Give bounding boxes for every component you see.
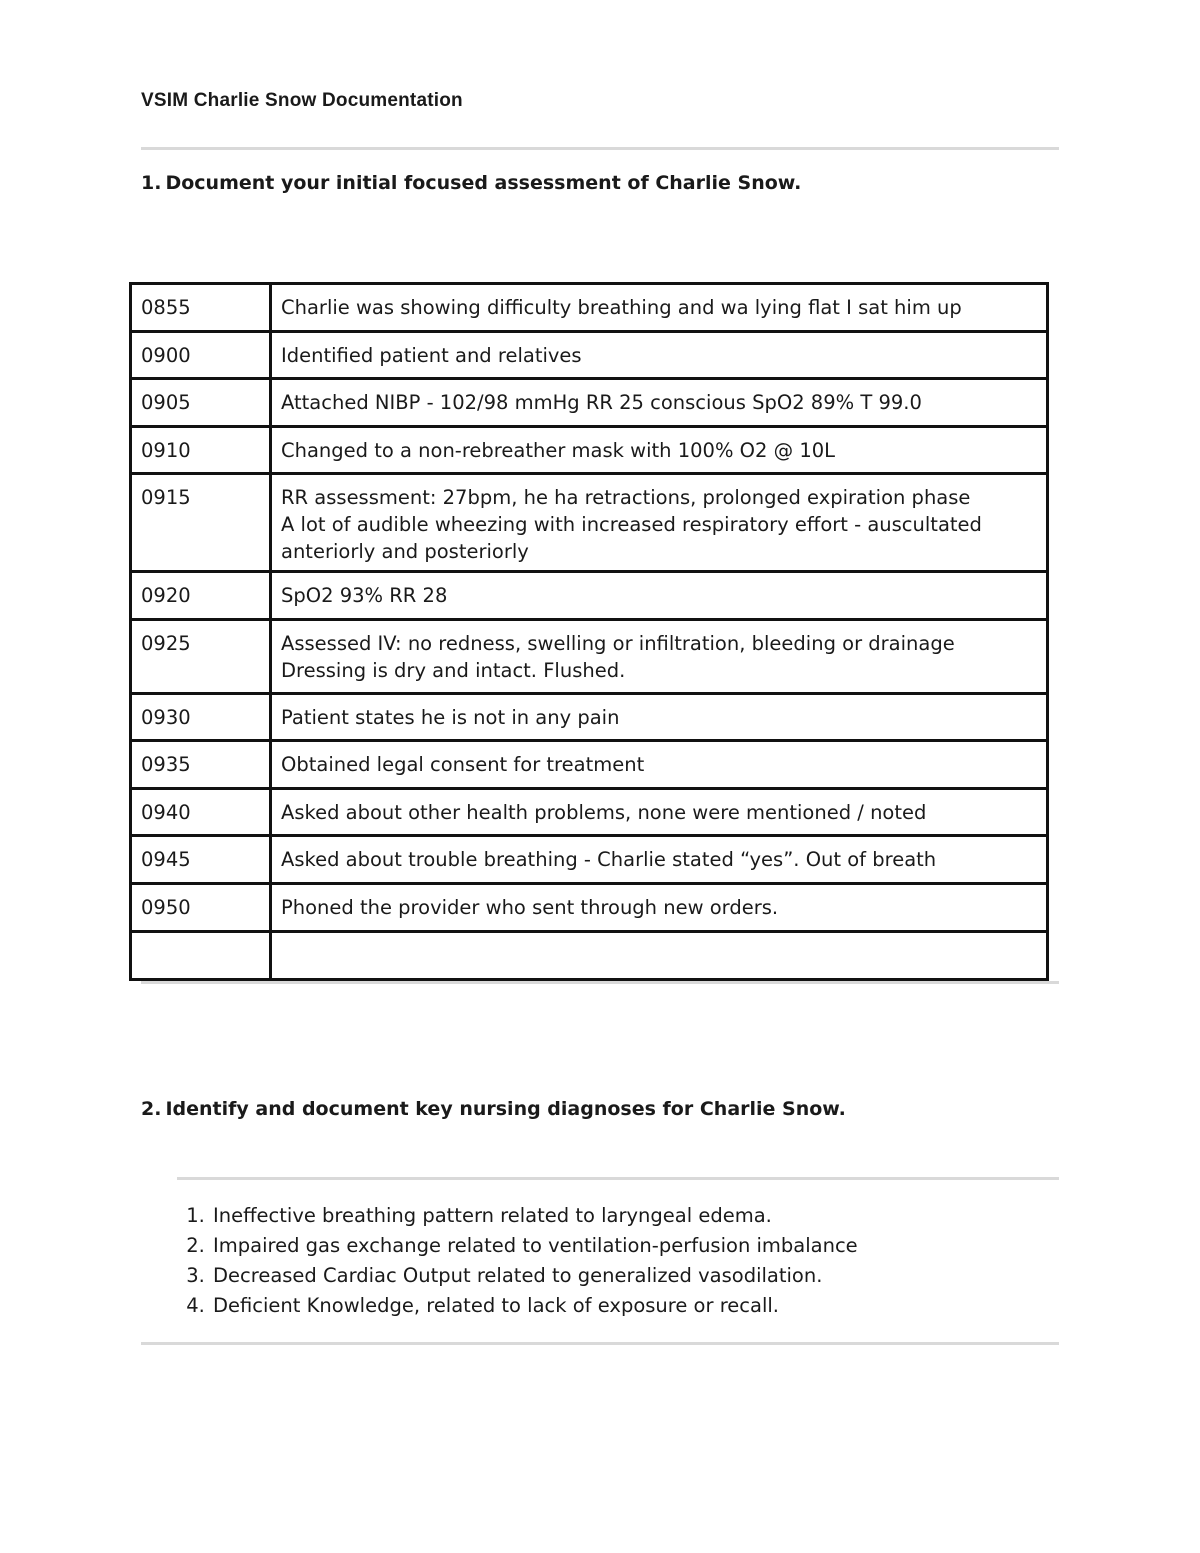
list-item: 2. Impaired gas exchange related to ventilation-perfusion imbalance: [211, 1231, 858, 1261]
table-row: [131, 694, 1048, 741]
document-title: VSIM Charlie Snow Documentation: [141, 90, 463, 111]
time-cell: 0900: [131, 332, 271, 379]
section-number: 2.: [141, 1098, 162, 1120]
note-line: Phoned the provider who sent through new orders.: [281, 896, 779, 919]
note-line: Charlie was showing difficulty breathing and wa lying flat I sat him up: [281, 296, 962, 319]
note-cell: [271, 836, 1048, 884]
table-row: [131, 572, 1048, 620]
table-row: [131, 379, 1048, 427]
time-cell: 0940: [131, 789, 271, 836]
assessment-table: [129, 282, 1049, 981]
section-2-heading: [141, 1098, 846, 1120]
time-cell: 0935: [131, 741, 271, 789]
note-line: Patient states he is not in any pain: [281, 706, 620, 729]
note-line: A lot of audible wheezing with increased respiratory effort - auscultated anteriorly and posteriorly: [281, 513, 982, 563]
time-cell: 0930: [131, 694, 271, 741]
section-number: 1.: [141, 172, 162, 194]
note-line: Obtained legal consent for treatment: [281, 753, 645, 776]
table-row: [131, 332, 1048, 379]
section-1-heading: [141, 172, 801, 194]
section-heading-text: Document your initial focused assessment of Charlie Snow.: [165, 172, 802, 194]
table-row: [131, 932, 1048, 980]
table-row: [131, 789, 1048, 836]
list-item: 4. Deficient Knowledge, related to lack of exposure or recall.: [211, 1291, 858, 1321]
table-row: [131, 884, 1048, 932]
time-cell: 0925: [131, 620, 271, 694]
note-cell: [271, 474, 1048, 572]
note-line: SpO2 93% RR 28: [281, 584, 448, 607]
time-cell: 0945: [131, 836, 271, 884]
note-line: Dressing is dry and intact. Flushed.: [281, 659, 626, 682]
note-cell: [271, 427, 1048, 474]
divider: [141, 981, 1059, 984]
table-row: [131, 474, 1048, 572]
note-cell: [271, 284, 1048, 332]
time-cell: [131, 932, 271, 980]
time-cell: 0855: [131, 284, 271, 332]
note-cell: [271, 932, 1048, 980]
time-cell: 0905: [131, 379, 271, 427]
time-cell: 0910: [131, 427, 271, 474]
list-item: 1. Ineffective breathing pattern related to laryngeal edema.: [211, 1201, 858, 1231]
time-cell: 0920: [131, 572, 271, 620]
note-cell: [271, 884, 1048, 932]
note-line: Attached NIBP - 102/98 mmHg RR 25 conscious SpO2 89% T 99.0: [281, 391, 922, 414]
note-line: Identified patient and relatives: [281, 344, 582, 367]
diagnoses-list: [141, 1201, 858, 1321]
note-cell: [271, 332, 1048, 379]
table-row: [131, 741, 1048, 789]
table-row: [131, 427, 1048, 474]
divider: [141, 147, 1059, 150]
section-heading-text: Identify and document key nursing diagnoses for Charlie Snow.: [165, 1098, 846, 1120]
time-cell: 0915: [131, 474, 271, 572]
list-item: 3. Decreased Cardiac Output related to generalized vasodilation.: [211, 1261, 858, 1291]
note-cell: [271, 741, 1048, 789]
table-row: [131, 620, 1048, 694]
note-line: Asked about trouble breathing - Charlie stated “yes”. Out of breath: [281, 848, 937, 871]
note-line: Asked about other health problems, none were mentioned / noted: [281, 801, 927, 824]
divider: [177, 1177, 1059, 1180]
table-row: [131, 836, 1048, 884]
note-cell: [271, 379, 1048, 427]
note-cell: [271, 620, 1048, 694]
time-cell: 0950: [131, 884, 271, 932]
note-cell: [271, 789, 1048, 836]
note-line: RR assessment: 27bpm, he ha retractions, prolonged expiration phase: [281, 486, 971, 509]
divider: [141, 1342, 1059, 1345]
note-cell: [271, 694, 1048, 741]
table-row: [131, 284, 1048, 332]
note-cell: [271, 572, 1048, 620]
note-line: Changed to a non-rebreather mask with 100% O2 @ 10L: [281, 439, 835, 462]
note-line: Assessed IV: no redness, swelling or infiltration, bleeding or drainage: [281, 632, 955, 655]
